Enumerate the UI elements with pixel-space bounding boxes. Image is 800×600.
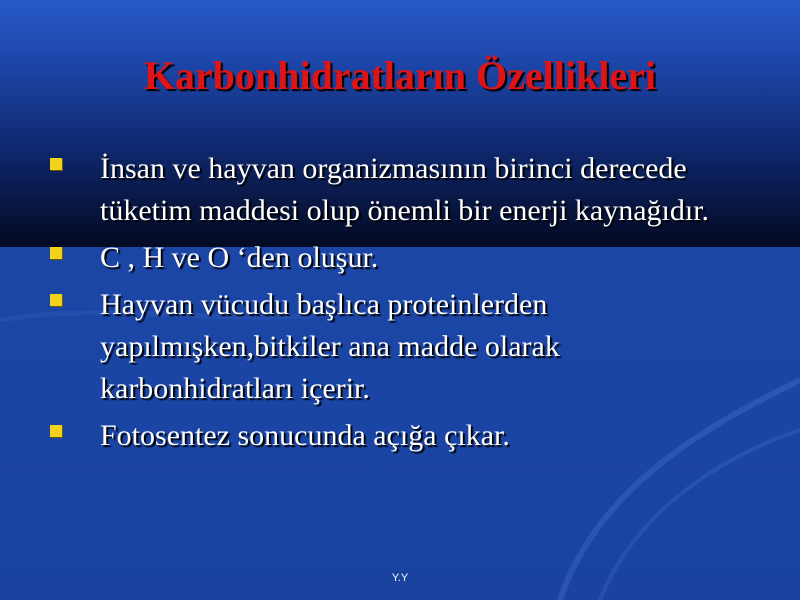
bullet-text: C , H ve O ‘den oluşur.: [100, 241, 379, 274]
bullet-list: [44, 148, 744, 462]
bullet-item: [44, 148, 744, 232]
bullet-text: İnsan ve hayvan organizmasının birinci derecede tüketim maddesi olup önemli bir enerji kaynağıdır.: [100, 152, 710, 227]
square-bullet-icon: [50, 425, 62, 437]
bullet-item: [44, 415, 744, 457]
bullet-item: [44, 284, 744, 410]
bullet-text: Hayvan vücudu başlıca proteinlerden yapılmışken,bitkiler ana madde olarak karbonhidratları içerir.: [100, 288, 560, 405]
slide-title: Karbonhidratların Özellikleri: [143, 53, 657, 98]
bullet-item: [44, 237, 744, 279]
slide-footer: Y.Y: [391, 572, 409, 584]
square-bullet-icon: [50, 158, 62, 170]
square-bullet-icon: [50, 247, 62, 259]
square-bullet-icon: [50, 294, 62, 306]
bullet-text: Fotosentez sonucunda açığa çıkar.: [100, 419, 510, 452]
